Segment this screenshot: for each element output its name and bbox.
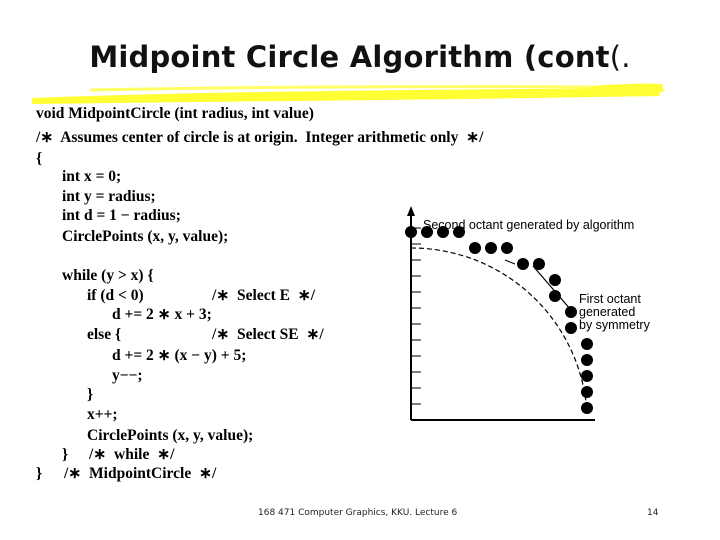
code-line-2: /∗ Assumes center of circle is at origin. Integer arithmetic only ∗/ bbox=[36, 129, 484, 146]
code-comment-midpoint: /∗ MidpointCircle ∗/ bbox=[64, 465, 217, 482]
code-line-13: y−−; bbox=[112, 367, 143, 384]
axis-ticks bbox=[411, 228, 421, 404]
pixel-dot-second-octant bbox=[517, 258, 529, 270]
pixel-dot-first-octant bbox=[581, 354, 593, 366]
circle-arc bbox=[411, 248, 587, 412]
pixel-dot-second-octant bbox=[485, 242, 497, 254]
code-line-8: while (y > x) { bbox=[62, 267, 154, 284]
code-line-4: int x = 0; bbox=[62, 168, 122, 185]
code-line-3: { bbox=[36, 150, 43, 167]
slide-title bbox=[0, 40, 720, 74]
page-number: 14 bbox=[647, 508, 659, 518]
code-line-6: int d = 1 − radius; bbox=[62, 207, 181, 224]
code-line-14: } bbox=[87, 386, 94, 403]
code-comment-while: /∗ while ∗/ bbox=[89, 446, 175, 463]
code-line-16: CirclePoints (x, y, value); bbox=[87, 427, 254, 444]
title-text: Midpoint Circle Algorithm (cont bbox=[89, 40, 610, 74]
code-line-7: CirclePoints (x, y, value); bbox=[62, 228, 229, 245]
code-line-17: } bbox=[62, 446, 69, 463]
pixel-dot-second-octant bbox=[405, 226, 417, 238]
pixel-dot-first-octant bbox=[581, 386, 593, 398]
code-line-10: d += 2 ∗ x + 3; bbox=[112, 306, 212, 323]
code-line-1: void MidpointCircle (int radius, int value) bbox=[36, 105, 314, 122]
pixel-dot-first-octant bbox=[581, 338, 593, 350]
code-comment-select-e: /∗ Select E ∗/ bbox=[212, 287, 316, 304]
title-end: (. bbox=[609, 40, 631, 74]
label-second-octant: Second octant generated by algorithm bbox=[423, 218, 635, 232]
code-line-18: } bbox=[36, 465, 43, 482]
pixel-dot-first-octant bbox=[581, 402, 593, 414]
pixel-dot-second-octant bbox=[469, 242, 481, 254]
pixel-dot-first-octant bbox=[549, 290, 561, 302]
code-line-5: int y = radius; bbox=[62, 188, 156, 205]
label-first-octant-3: by symmetry bbox=[579, 318, 650, 332]
label-first-octant-1: First octant bbox=[579, 292, 641, 306]
y-axis-arrow bbox=[407, 206, 415, 216]
pixel-dot-second-octant bbox=[533, 258, 545, 270]
pixel-dot-first-octant bbox=[565, 322, 577, 334]
label-pointer bbox=[505, 260, 515, 264]
pixel-dot-second-octant bbox=[501, 242, 513, 254]
pixel-dot-first-octant bbox=[565, 306, 577, 318]
code-line-9: if (d < 0) bbox=[87, 287, 144, 304]
code-line-12: d += 2 ∗ (x − y) + 5; bbox=[112, 347, 247, 364]
octant-boundary-line bbox=[533, 266, 571, 310]
label-first-octant-2: generated bbox=[579, 305, 636, 319]
code-comment-select-se: /∗ Select SE ∗/ bbox=[212, 326, 324, 343]
code-line-11: else { bbox=[87, 326, 122, 343]
footer-text: 168 471 Computer Graphics, KKU. Lecture 6 bbox=[258, 508, 458, 518]
title-underline-swoosh bbox=[30, 78, 670, 108]
pixel-dot-first-octant bbox=[549, 274, 561, 286]
code-line-15: x++; bbox=[87, 406, 118, 423]
pixel-dot-first-octant bbox=[581, 370, 593, 382]
second-octant-pixels bbox=[405, 226, 545, 270]
